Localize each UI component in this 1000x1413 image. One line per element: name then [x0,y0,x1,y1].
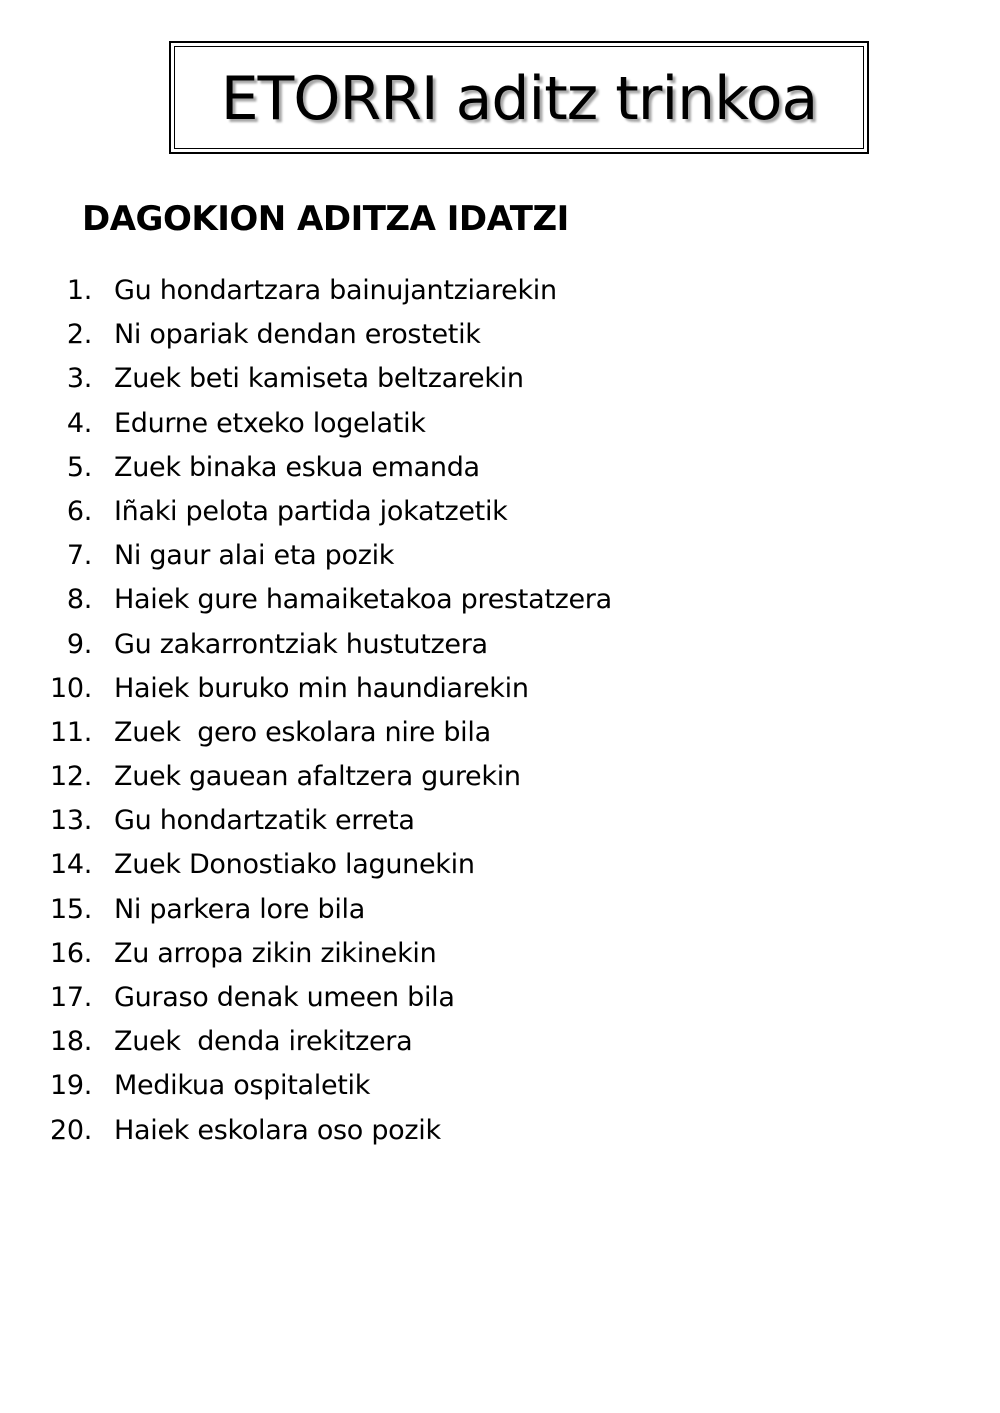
item-sentence: Zuek gauean afaltzera gurekin [114,761,521,793]
list-item [0,623,1000,667]
list-item [0,534,1000,578]
item-number: 20. [49,1114,92,1146]
item-number: 14. [49,849,92,881]
item-number: 9. [66,628,92,660]
item-sentence: Ni gaur alai eta pozik [114,540,395,572]
list-item [0,1109,1000,1153]
item-number: 6. [66,495,92,527]
list-item [0,357,1000,401]
item-sentence: Zuek gero eskolara nire bila [114,716,491,748]
item-sentence: Zu arropa zikin zikinekin [114,937,437,969]
item-number: 8. [66,584,92,616]
list-item [0,1020,1000,1064]
exercise-list [0,269,1000,1153]
item-sentence: Edurne etxeko logelatik [114,407,426,439]
item-number: 7. [66,540,92,572]
item-sentence: Zuek Donostiako lagunekin [114,849,475,881]
list-item [0,932,1000,976]
item-number: 13. [49,805,92,837]
item-number: 10. [49,672,92,704]
list-item [0,269,1000,313]
item-number: 19. [49,1070,92,1102]
item-sentence: Zuek beti kamiseta beltzarekin [114,363,524,395]
item-number: 12. [49,761,92,793]
item-sentence: Medikua ospitaletik [114,1070,371,1102]
list-item [0,755,1000,799]
list-item [0,799,1000,843]
item-number: 11. [49,716,92,748]
item-sentence: Haiek eskolara oso pozik [114,1114,441,1146]
item-sentence: Iñaki pelota partida jokatzetik [114,495,508,527]
list-item [0,578,1000,622]
item-number: 16. [49,937,92,969]
item-number: 2. [66,319,92,351]
item-sentence: Haiek buruko min haundiarekin [114,672,529,704]
item-sentence: Gu zakarrontziak hustutzera [114,628,488,660]
list-item [0,402,1000,446]
item-sentence: Ni opariak dendan erostetik [114,319,481,351]
item-sentence: Zuek binaka eskua emanda [114,451,480,483]
list-item [0,888,1000,932]
item-number: 3. [66,363,92,395]
item-number: 17. [49,982,92,1013]
list-item [0,711,1000,755]
item-sentence: Gu hondartzara bainujantziarekin [114,275,557,306]
item-number: 4. [66,407,92,439]
item-number: 1. [66,275,92,306]
list-item [0,446,1000,490]
item-number: 18. [49,1026,92,1058]
list-item [0,976,1000,1020]
instructions-heading: DAGOKION ADITZA IDATZI [82,199,569,239]
title-box [169,41,869,154]
page-title: ETORRI aditz trinkoa [220,63,818,134]
list-item [0,1064,1000,1108]
item-number: 15. [49,893,92,925]
list-item [0,313,1000,357]
item-number: 5. [66,451,92,483]
item-sentence: Guraso denak umeen bila [114,982,455,1013]
list-item [0,667,1000,711]
item-sentence: Zuek denda irekitzera [114,1026,413,1058]
list-item [0,490,1000,534]
title-inner-border [174,46,864,149]
list-item [0,843,1000,887]
item-sentence: Ni parkera lore bila [114,893,365,925]
item-sentence: Haiek gure hamaiketakoa prestatzera [114,584,612,616]
item-sentence: Gu hondartzatik erreta [114,805,415,837]
